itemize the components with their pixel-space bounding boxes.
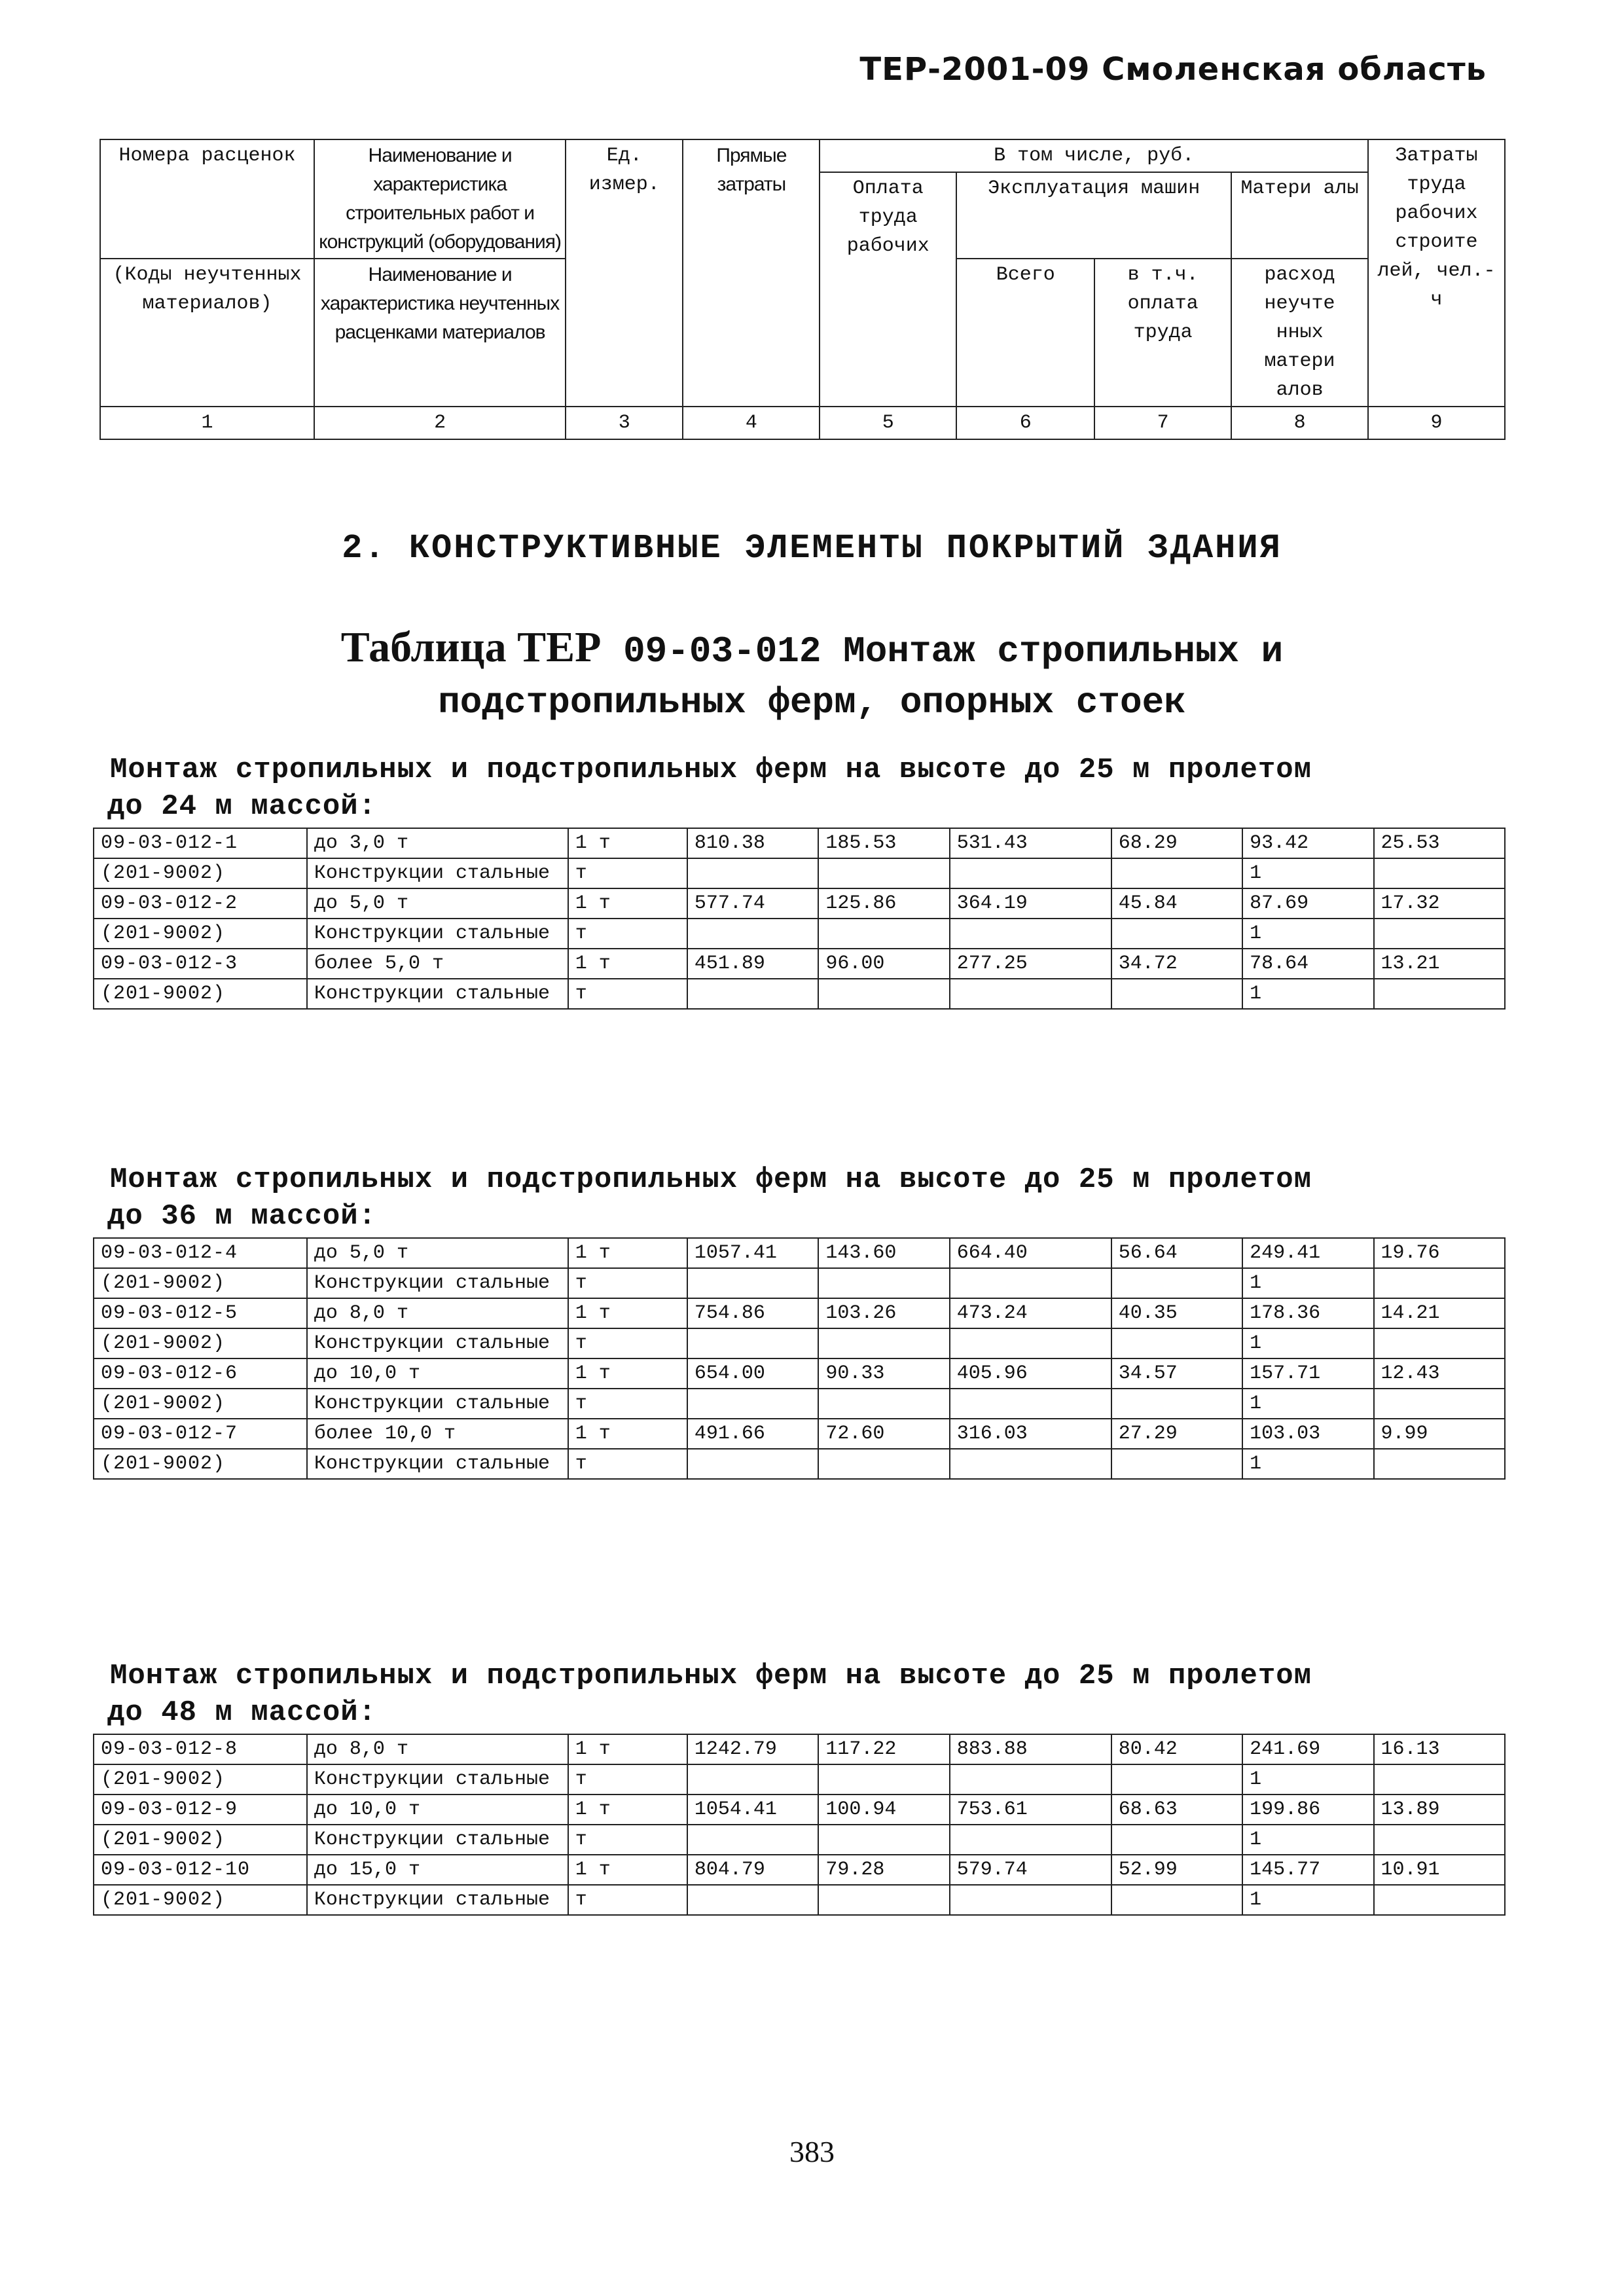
table-row bbox=[94, 1389, 1505, 1419]
labor-wages bbox=[818, 1389, 949, 1419]
machine-wages bbox=[1111, 1764, 1242, 1795]
rate-unit: 1 т bbox=[568, 888, 687, 919]
machine-costs: 405.96 bbox=[950, 1358, 1111, 1389]
direct-costs: 810.38 bbox=[687, 828, 818, 858]
machine-costs bbox=[950, 1268, 1111, 1298]
rate-name: до 3,0 т bbox=[307, 828, 568, 858]
labor-hours: 13.89 bbox=[1374, 1795, 1506, 1825]
labor-wages bbox=[818, 919, 949, 949]
machine-wages: 52.99 bbox=[1111, 1855, 1242, 1885]
table-title-line2: подстропильных ферм, опорных стоек bbox=[438, 682, 1186, 723]
rate-code: 09-03-012-3 bbox=[94, 949, 307, 979]
group-caption-line2: до 48 м массой: bbox=[107, 1696, 377, 1729]
table-row bbox=[94, 858, 1505, 888]
col-number: 7 bbox=[1094, 407, 1231, 439]
labor-wages: 90.33 bbox=[818, 1358, 949, 1389]
direct-costs bbox=[687, 1328, 818, 1358]
labor-hours bbox=[1374, 1268, 1506, 1298]
materials-costs: 103.03 bbox=[1242, 1419, 1373, 1449]
rate-unit: 1 т bbox=[568, 1734, 687, 1764]
machine-wages bbox=[1111, 1449, 1242, 1479]
materials-costs: 1 bbox=[1242, 1268, 1373, 1298]
labor-hours bbox=[1374, 1328, 1506, 1358]
running-header: ТЕР-2001-09 Смоленская область bbox=[859, 51, 1487, 88]
direct-costs: 451.89 bbox=[687, 949, 818, 979]
machine-costs: 473.24 bbox=[950, 1298, 1111, 1328]
machine-costs bbox=[950, 1885, 1111, 1915]
col-incl-wages: в т.ч. оплата труда bbox=[1094, 259, 1231, 407]
col-rate-numbers: Номера расценок bbox=[100, 139, 314, 259]
section-title: 2. КОНСТРУКТИВНЫЕ ЭЛЕМЕНТЫ ПОКРЫТИЙ ЗДАНИЯ bbox=[342, 529, 1282, 568]
machine-wages bbox=[1111, 919, 1242, 949]
table-row bbox=[94, 1795, 1505, 1825]
rate-code: 09-03-012-6 bbox=[94, 1358, 307, 1389]
direct-costs bbox=[687, 979, 818, 1009]
rate-code: 09-03-012-5 bbox=[94, 1298, 307, 1328]
labor-hours bbox=[1374, 1825, 1506, 1855]
col-materials: Матери алы bbox=[1231, 172, 1368, 259]
rate-name: до 10,0 т bbox=[307, 1795, 568, 1825]
rate-name: Конструкции стальные bbox=[307, 1449, 568, 1479]
rate-name: Конструкции стальные bbox=[307, 979, 568, 1009]
labor-wages: 103.26 bbox=[818, 1298, 949, 1328]
col-including: В том числе, руб. bbox=[820, 139, 1368, 172]
machine-costs bbox=[950, 1825, 1111, 1855]
rate-code: (201-9002) bbox=[94, 1449, 307, 1479]
direct-costs bbox=[687, 1389, 818, 1419]
column-header-table bbox=[99, 139, 1506, 440]
machine-costs bbox=[950, 919, 1111, 949]
labor-wages: 125.86 bbox=[818, 888, 949, 919]
labor-wages: 185.53 bbox=[818, 828, 949, 858]
machine-costs: 579.74 bbox=[950, 1855, 1111, 1885]
direct-costs bbox=[687, 1268, 818, 1298]
col-number: 3 bbox=[566, 407, 683, 439]
table-title bbox=[0, 622, 1624, 728]
machine-wages bbox=[1111, 1268, 1242, 1298]
machine-costs bbox=[950, 1389, 1111, 1419]
materials-costs: 1 bbox=[1242, 858, 1373, 888]
col-number: 1 bbox=[100, 407, 314, 439]
labor-hours: 25.53 bbox=[1374, 828, 1506, 858]
machine-costs bbox=[950, 1449, 1111, 1479]
materials-costs: 249.41 bbox=[1242, 1238, 1373, 1268]
direct-costs bbox=[687, 1825, 818, 1855]
table-row bbox=[94, 1449, 1505, 1479]
machine-wages: 40.35 bbox=[1111, 1298, 1242, 1328]
table-row bbox=[94, 1885, 1505, 1915]
group-caption-line1: Монтаж стропильных и подстропильных ферм на высоте до 25 м пролетом bbox=[110, 1163, 1312, 1196]
table-row bbox=[94, 949, 1505, 979]
rates-table bbox=[93, 1734, 1506, 1916]
materials-costs: 78.64 bbox=[1242, 949, 1373, 979]
rate-code: (201-9002) bbox=[94, 1825, 307, 1855]
rate-name: Конструкции стальные bbox=[307, 1764, 568, 1795]
group-caption bbox=[107, 752, 1511, 825]
rate-name: Конструкции стальные bbox=[307, 1328, 568, 1358]
machine-costs bbox=[950, 979, 1111, 1009]
rate-unit: т bbox=[568, 1764, 687, 1795]
col-wages: Оплата труда рабочих bbox=[820, 172, 956, 407]
rate-unit: 1 т bbox=[568, 1419, 687, 1449]
machine-wages bbox=[1111, 1825, 1242, 1855]
materials-costs: 157.71 bbox=[1242, 1358, 1373, 1389]
direct-costs: 654.00 bbox=[687, 1358, 818, 1389]
rate-unit: 1 т bbox=[568, 1855, 687, 1885]
labor-wages: 72.60 bbox=[818, 1419, 949, 1449]
machine-wages bbox=[1111, 858, 1242, 888]
materials-costs: 1 bbox=[1242, 979, 1373, 1009]
machine-wages bbox=[1111, 1885, 1242, 1915]
machine-costs: 531.43 bbox=[950, 828, 1111, 858]
labor-wages bbox=[818, 1328, 949, 1358]
labor-hours: 12.43 bbox=[1374, 1358, 1506, 1389]
col-total: Всего bbox=[956, 259, 1094, 407]
rate-name: до 15,0 т bbox=[307, 1855, 568, 1885]
rate-name: Конструкции стальные bbox=[307, 1268, 568, 1298]
materials-costs: 199.86 bbox=[1242, 1795, 1373, 1825]
materials-costs: 1 bbox=[1242, 1885, 1373, 1915]
rate-name: Конструкции стальные bbox=[307, 919, 568, 949]
materials-costs: 87.69 bbox=[1242, 888, 1373, 919]
rate-unit: 1 т bbox=[568, 1238, 687, 1268]
rate-name: более 5,0 т bbox=[307, 949, 568, 979]
rate-unit: т bbox=[568, 1268, 687, 1298]
group-caption-line2: до 36 м массой: bbox=[107, 1200, 377, 1233]
labor-wages bbox=[818, 1825, 949, 1855]
direct-costs: 804.79 bbox=[687, 1855, 818, 1885]
materials-costs: 1 bbox=[1242, 1449, 1373, 1479]
table-title-line1: 09-03-012 Монтаж стропильных и bbox=[623, 630, 1284, 672]
table-row bbox=[94, 1419, 1505, 1449]
rate-code: 09-03-012-4 bbox=[94, 1238, 307, 1268]
direct-costs bbox=[687, 1885, 818, 1915]
labor-hours bbox=[1374, 1389, 1506, 1419]
rate-name: до 5,0 т bbox=[307, 888, 568, 919]
table-row bbox=[94, 1238, 1505, 1268]
table-row bbox=[94, 1764, 1505, 1795]
direct-costs bbox=[687, 1764, 818, 1795]
machine-costs bbox=[950, 858, 1111, 888]
labor-hours bbox=[1374, 1885, 1506, 1915]
col-machines: Эксплуатация машин bbox=[956, 172, 1231, 259]
col-number: 5 bbox=[820, 407, 956, 439]
machine-costs: 277.25 bbox=[950, 949, 1111, 979]
materials-costs: 1 bbox=[1242, 1389, 1373, 1419]
machine-wages bbox=[1111, 1328, 1242, 1358]
machine-costs: 364.19 bbox=[950, 888, 1111, 919]
rate-unit: т bbox=[568, 1449, 687, 1479]
rate-name: до 8,0 т bbox=[307, 1298, 568, 1328]
materials-costs: 1 bbox=[1242, 1328, 1373, 1358]
col-direct-costs: Прямые затраты bbox=[683, 139, 820, 407]
group-caption-line2: до 24 м массой: bbox=[107, 790, 377, 823]
direct-costs: 754.86 bbox=[687, 1298, 818, 1328]
table-row bbox=[94, 828, 1505, 858]
materials-costs: 1 bbox=[1242, 1825, 1373, 1855]
table-title-lead: Таблица ТЕР bbox=[340, 623, 602, 671]
labor-hours bbox=[1374, 858, 1506, 888]
labor-wages bbox=[818, 1268, 949, 1298]
rate-name: до 10,0 т bbox=[307, 1358, 568, 1389]
machine-costs: 664.40 bbox=[950, 1238, 1111, 1268]
machine-wages: 34.72 bbox=[1111, 949, 1242, 979]
labor-hours: 19.76 bbox=[1374, 1238, 1506, 1268]
labor-hours: 14.21 bbox=[1374, 1298, 1506, 1328]
page-number: 383 bbox=[789, 2135, 835, 2168]
direct-costs bbox=[687, 858, 818, 888]
rate-name: более 10,0 т bbox=[307, 1419, 568, 1449]
rate-unit: т bbox=[568, 979, 687, 1009]
rate-code: 09-03-012-2 bbox=[94, 888, 307, 919]
machine-wages bbox=[1111, 1389, 1242, 1419]
machine-costs: 883.88 bbox=[950, 1734, 1111, 1764]
table-row bbox=[94, 888, 1505, 919]
rate-unit: т bbox=[568, 858, 687, 888]
rate-unit: 1 т bbox=[568, 949, 687, 979]
rate-code: (201-9002) bbox=[94, 1764, 307, 1795]
labor-hours: 16.13 bbox=[1374, 1734, 1506, 1764]
labor-hours bbox=[1374, 1764, 1506, 1795]
rate-unit: 1 т bbox=[568, 1358, 687, 1389]
labor-hours bbox=[1374, 979, 1506, 1009]
rate-unit: 1 т bbox=[568, 828, 687, 858]
labor-wages: 96.00 bbox=[818, 949, 949, 979]
col-labor-costs: Затраты труда рабочих строите лей, чел.-ч bbox=[1368, 139, 1505, 407]
labor-hours bbox=[1374, 1449, 1506, 1479]
machine-costs bbox=[950, 1764, 1111, 1795]
direct-costs bbox=[687, 1449, 818, 1479]
machine-wages: 68.29 bbox=[1111, 828, 1242, 858]
col-number: 9 bbox=[1368, 407, 1505, 439]
col-number: 6 bbox=[956, 407, 1094, 439]
materials-costs: 178.36 bbox=[1242, 1298, 1373, 1328]
rate-code: 09-03-012-7 bbox=[94, 1419, 307, 1449]
direct-costs: 1057.41 bbox=[687, 1238, 818, 1268]
labor-hours: 17.32 bbox=[1374, 888, 1506, 919]
materials-costs: 93.42 bbox=[1242, 828, 1373, 858]
machine-costs: 753.61 bbox=[950, 1795, 1111, 1825]
table-row bbox=[94, 1855, 1505, 1885]
labor-hours: 10.91 bbox=[1374, 1855, 1506, 1885]
labor-wages: 100.94 bbox=[818, 1795, 949, 1825]
rate-unit: 1 т bbox=[568, 1795, 687, 1825]
rate-code: 09-03-012-9 bbox=[94, 1795, 307, 1825]
direct-costs: 491.66 bbox=[687, 1419, 818, 1449]
labor-hours: 9.99 bbox=[1374, 1419, 1506, 1449]
rate-name: Конструкции стальные bbox=[307, 1885, 568, 1915]
rates-table bbox=[93, 828, 1506, 1010]
direct-costs: 1242.79 bbox=[687, 1734, 818, 1764]
rate-code: 09-03-012-10 bbox=[94, 1855, 307, 1885]
labor-wages bbox=[818, 979, 949, 1009]
rate-unit: т bbox=[568, 1389, 687, 1419]
rate-code: (201-9002) bbox=[94, 979, 307, 1009]
rate-name: Конструкции стальные bbox=[307, 1825, 568, 1855]
rate-code: (201-9002) bbox=[94, 1268, 307, 1298]
labor-wages: 143.60 bbox=[818, 1238, 949, 1268]
rates-table bbox=[93, 1237, 1506, 1480]
machine-wages: 27.29 bbox=[1111, 1419, 1242, 1449]
machine-wages: 68.63 bbox=[1111, 1795, 1242, 1825]
rate-unit: т bbox=[568, 1825, 687, 1855]
labor-wages: 117.22 bbox=[818, 1734, 949, 1764]
rate-unit: т bbox=[568, 919, 687, 949]
machine-costs: 316.03 bbox=[950, 1419, 1111, 1449]
rate-code: (201-9002) bbox=[94, 858, 307, 888]
col-number: 8 bbox=[1231, 407, 1368, 439]
rate-unit: т bbox=[568, 1885, 687, 1915]
group-caption-line1: Монтаж стропильных и подстропильных ферм на высоте до 25 м пролетом bbox=[110, 754, 1312, 786]
rate-unit: 1 т bbox=[568, 1298, 687, 1328]
machine-wages: 45.84 bbox=[1111, 888, 1242, 919]
rate-unit: т bbox=[568, 1328, 687, 1358]
group-caption bbox=[107, 1161, 1511, 1235]
labor-wages bbox=[818, 1764, 949, 1795]
col-unit: Ед. измер. bbox=[566, 139, 683, 407]
group-caption-line1: Монтаж стропильных и подстропильных ферм на высоте до 25 м пролетом bbox=[110, 1660, 1312, 1692]
table-row bbox=[94, 979, 1505, 1009]
materials-costs: 1 bbox=[1242, 1764, 1373, 1795]
rate-code: (201-9002) bbox=[94, 919, 307, 949]
col-name-unaccounted: Наименование и характеристика неучтенных расценками материалов bbox=[314, 259, 566, 407]
rate-code: (201-9002) bbox=[94, 1328, 307, 1358]
table-row bbox=[94, 1328, 1505, 1358]
labor-wages: 79.28 bbox=[818, 1855, 949, 1885]
rate-code: 09-03-012-1 bbox=[94, 828, 307, 858]
table-row bbox=[94, 1825, 1505, 1855]
materials-costs: 1 bbox=[1242, 919, 1373, 949]
rate-name: до 5,0 т bbox=[307, 1238, 568, 1268]
labor-hours bbox=[1374, 919, 1506, 949]
materials-costs: 145.77 bbox=[1242, 1855, 1373, 1885]
table-row bbox=[94, 1358, 1505, 1389]
group-caption bbox=[107, 1658, 1511, 1731]
col-number: 4 bbox=[683, 407, 820, 439]
rate-name: Конструкции стальные bbox=[307, 858, 568, 888]
rate-name: до 8,0 т bbox=[307, 1734, 568, 1764]
machine-wages bbox=[1111, 979, 1242, 1009]
col-number: 2 bbox=[314, 407, 566, 439]
materials-costs: 241.69 bbox=[1242, 1734, 1373, 1764]
rate-code: 09-03-012-8 bbox=[94, 1734, 307, 1764]
machine-wages: 56.64 bbox=[1111, 1238, 1242, 1268]
rate-code: (201-9002) bbox=[94, 1885, 307, 1915]
machine-wages: 80.42 bbox=[1111, 1734, 1242, 1764]
machine-wages: 34.57 bbox=[1111, 1358, 1242, 1389]
direct-costs: 577.74 bbox=[687, 888, 818, 919]
labor-wages bbox=[818, 1885, 949, 1915]
direct-costs: 1054.41 bbox=[687, 1795, 818, 1825]
col-consumption: расход неучте нных матери алов bbox=[1231, 259, 1368, 407]
labor-hours: 13.21 bbox=[1374, 949, 1506, 979]
rate-name: Конструкции стальные bbox=[307, 1389, 568, 1419]
machine-costs bbox=[950, 1328, 1111, 1358]
table-row bbox=[94, 1268, 1505, 1298]
col-codes: (Коды неучтенных материалов) bbox=[100, 259, 314, 407]
table-row bbox=[94, 1734, 1505, 1764]
table-row bbox=[94, 1298, 1505, 1328]
direct-costs bbox=[687, 919, 818, 949]
labor-wages bbox=[818, 858, 949, 888]
rate-code: (201-9002) bbox=[94, 1389, 307, 1419]
table-row bbox=[94, 919, 1505, 949]
labor-wages bbox=[818, 1449, 949, 1479]
col-name: Наименование и характеристика строительных работ и конструкций (оборудования) bbox=[314, 139, 566, 259]
